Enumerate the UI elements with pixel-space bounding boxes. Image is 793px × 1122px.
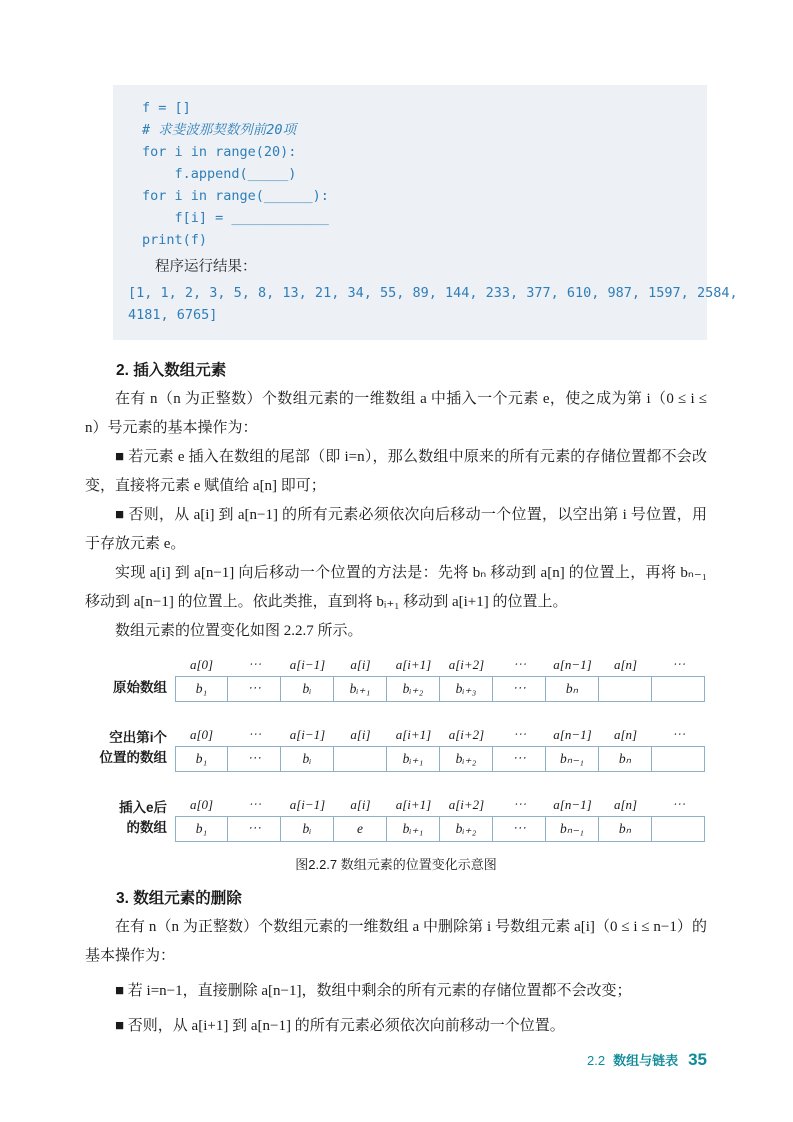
array-cell: bₙ — [599, 746, 652, 772]
array-cell: ⋯ — [493, 746, 546, 772]
array-cell: bᵢ — [281, 816, 334, 842]
array-index-label: a[i+2] — [448, 657, 485, 672]
array-cell: ⋯ — [228, 676, 281, 702]
figure-header-row — [175, 794, 705, 816]
figure-row-label — [85, 654, 175, 702]
figure-table — [175, 724, 705, 772]
figure-caption: 图2.2.7 数组元素的位置变化示意图 — [295, 857, 497, 872]
page-footer — [587, 1050, 707, 1070]
array-cell: ⋯ — [228, 746, 281, 772]
section-heading-delete: 3. 数组元素的删除 — [116, 890, 242, 907]
code-line: for i in range(20): — [142, 144, 297, 160]
figure-group-original — [85, 654, 707, 702]
array-index-label: a[0] — [189, 797, 214, 812]
code-comment-line: # 求斐波那契数列前20项 — [142, 122, 297, 138]
array-cell-inserted-e: e — [334, 816, 387, 842]
array-index-label: a[i+1] — [395, 727, 432, 742]
program-result-line: [1, 1, 2, 3, 5, 8, 13, 21, 34, 55, 89, 144, 233, 377, 610, 987, 1597, 2584, — [128, 285, 738, 301]
array-index-label: a[i+1] — [395, 797, 432, 812]
array-cell: bₙ — [599, 816, 652, 842]
program-result-label: 程序运行结果： — [155, 259, 257, 275]
ellipsis-label: ⋯ — [512, 797, 526, 812]
array-cell: bᵢ — [281, 746, 334, 772]
array-cell: ⋯ — [493, 676, 546, 702]
ellipsis-label: ⋯ — [247, 657, 261, 672]
code-line: print(f) — [142, 232, 208, 248]
array-index-label: a[0] — [189, 727, 214, 742]
ellipsis-label: ⋯ — [671, 797, 685, 812]
array-cell: bᵢ₊₁ — [387, 816, 440, 842]
array-cell: bᵢ₊₂ — [387, 676, 440, 702]
array-index-label: a[i] — [350, 797, 371, 812]
array-index-label: a[n−1] — [553, 797, 592, 812]
array-cell: bᵢ₊₁ — [334, 676, 387, 702]
array-cell: bᵢ₊₂ — [440, 746, 493, 772]
array-index-label: a[n−1] — [553, 657, 592, 672]
bullet-insert-tail: ■ 若元素 e 插入在数组的尾部（即 i=n），那么数组中原来的所有元素的存储位置都不会改变，直接将元素 e 赋值给 a[n] 即可； — [85, 449, 707, 494]
figure-row-label-line: 位置的数组 — [99, 750, 167, 765]
array-cell-empty — [652, 816, 705, 842]
footer-page-number: 35 — [688, 1050, 707, 1069]
code-line: f[i] = ____________ — [142, 210, 329, 226]
code-line: for i in range(______): — [142, 188, 329, 204]
section-heading-insert: 2. 插入数组元素 — [116, 362, 227, 379]
array-index-label: a[n] — [613, 797, 638, 812]
array-cell: bₙ₋₁ — [546, 816, 599, 842]
figure-table — [175, 654, 705, 702]
array-cell: bᵢ — [281, 676, 334, 702]
array-cell: bᵢ₊₁ — [387, 746, 440, 772]
array-index-label: a[i+1] — [395, 657, 432, 672]
footer-section-number: 2.2 — [586, 1053, 606, 1068]
figure-header-row — [175, 654, 705, 676]
ellipsis-label: ⋯ — [512, 657, 526, 672]
footer-section-title: 数组与链表 — [613, 1053, 679, 1068]
array-cell-empty — [652, 746, 705, 772]
array-cell: ⋯ — [493, 816, 546, 842]
array-index-label: a[0] — [189, 657, 214, 672]
figure-group-vacated — [85, 724, 707, 772]
figure-header-row — [175, 724, 705, 746]
paragraph-delete-intro: 在有 n（n 为正整数）个数组元素的一维数组 a 中删除第 i 号数组元素 a[i]（0 ≤ i ≤ n−1）的基本操作为： — [85, 919, 707, 964]
figure-2-2-7 — [85, 654, 707, 874]
array-index-label: a[n] — [613, 727, 638, 742]
array-cell: ⋯ — [228, 816, 281, 842]
array-index-label: a[i−1] — [289, 797, 326, 812]
array-cell-empty — [599, 676, 652, 702]
paragraph-figure-ref: 数组元素的位置变化如图 2.2.7 所示。 — [115, 623, 363, 639]
code-block — [113, 85, 738, 340]
paragraph-shift-method: 实现 a[i] 到 a[n−1] 向后移动一个位置的方法是：先将 bₙ 移动到 a[n] 的位置上，再将 bₙ₋₁ 移动到 a[n−1] 的位置上。依此类推，直到将 bᵢ₊₁ 移动到 a[i+1] 的位置上。 — [85, 565, 707, 610]
array-cell: b₁ — [175, 676, 228, 702]
figure-group-inserted — [85, 794, 707, 842]
array-index-label: a[i+2] — [448, 727, 485, 742]
array-index-label: a[i−1] — [289, 727, 326, 742]
bullet-delete-tail: ■ 若 i=n−1，直接删除 a[n−1]，数组中剩余的所有元素的存储位置都不会改变； — [115, 983, 632, 999]
ellipsis-label: ⋯ — [671, 657, 685, 672]
bullet-delete-shift: ■ 否则，从 a[i+1] 到 a[n−1] 的所有元素必须依次向前移动一个位置。 — [115, 1018, 565, 1034]
ellipsis-label: ⋯ — [247, 797, 261, 812]
array-cell: bₙ — [546, 676, 599, 702]
ellipsis-label: ⋯ — [671, 727, 685, 742]
array-index-label: a[n−1] — [553, 727, 592, 742]
figure-row-label-line: 空出第i个 — [109, 730, 167, 745]
array-cell: b₁ — [175, 816, 228, 842]
figure-row-label-line: 插入e后 — [118, 800, 167, 815]
figure-row-label — [85, 724, 175, 772]
figure-row-label — [85, 794, 175, 842]
array-index-label: a[i] — [350, 727, 371, 742]
ellipsis-label: ⋯ — [247, 727, 261, 742]
array-cell-empty — [652, 676, 705, 702]
array-index-label: a[i+2] — [448, 797, 485, 812]
array-index-label: a[n] — [613, 657, 638, 672]
figure-cell-row — [175, 746, 705, 772]
paragraph-insert-intro: 在有 n（n 为正整数）个数组元素的一维数组 a 中插入一个元素 e，使之成为第 i（0 ≤ i ≤ n）号元素的基本操作为： — [85, 391, 707, 436]
array-cell: bᵢ₊₂ — [440, 816, 493, 842]
bullet-insert-shift: ■ 否则，从 a[i] 到 a[n−1] 的所有元素必须依次向后移动一个位置，以空出第 i 号位置，用于存放元素 e。 — [85, 507, 707, 552]
figure-cell-row — [175, 676, 705, 702]
program-result-line: 4181, 6765] — [128, 307, 218, 323]
code-line: f.append(_____) — [142, 166, 297, 182]
array-cell: b₁ — [175, 746, 228, 772]
array-index-label: a[i−1] — [289, 657, 326, 672]
array-cell: bᵢ₊₃ — [440, 676, 493, 702]
array-index-label: a[i] — [350, 657, 371, 672]
array-cell-empty — [334, 746, 387, 772]
code-line: f = [] — [142, 100, 191, 116]
figure-cell-row — [175, 816, 705, 842]
figure-table — [175, 794, 705, 842]
array-cell: bₙ₋₁ — [546, 746, 599, 772]
ellipsis-label: ⋯ — [512, 727, 526, 742]
figure-row-label-line: 原始数组 — [113, 680, 167, 695]
figure-row-label-line: 的数组 — [126, 820, 167, 835]
